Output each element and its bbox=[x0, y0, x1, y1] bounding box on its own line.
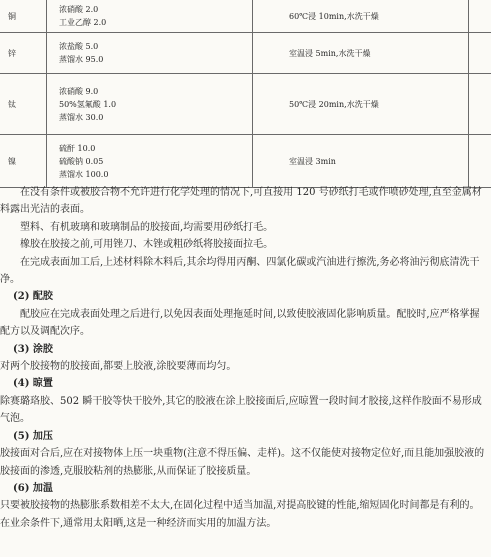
table-row bbox=[0, 74, 491, 135]
solution-line: 浓硝酸 9.0 bbox=[59, 86, 99, 96]
paragraph: 只要被胶接物的热膨胀系数相差不太大,在固化过程中适当加温,对提高胶键的性能,缩短固化时间都是有利的。在业余条件下,通常用太阳晒,这是一种经济而实用的加温方法。 bbox=[0, 500, 480, 529]
empty-cell bbox=[469, 33, 491, 74]
table-row bbox=[0, 0, 491, 33]
process-cell: 60℃浸 10min,水洗干燥 bbox=[253, 0, 469, 33]
solution-line: 硫酐 10.0 bbox=[59, 143, 96, 153]
solution-line: 硫酸钠 0.05 bbox=[59, 156, 104, 166]
paragraph: 在没有条件或被胶合物不允许进行化学处理的情况下,可直接用 120 号砂纸打毛或作喷砂处理,直至金属材料露出光洁的表面。 bbox=[0, 187, 482, 216]
process-cell: 室温浸 5min,水洗干燥 bbox=[253, 33, 469, 74]
paragraph: 胶接面对合后,应在对接物体上压一块重物(注意不得压偏、走样)。这不仅能使对接物定位好,而且能加强胶液的胶接面的渗透,克服胶粘剂的热膨胀,从而保证了胶接质量。 bbox=[0, 448, 485, 477]
solution-line: 工业乙醇 2.0 bbox=[59, 18, 107, 27]
metal-cell: 镍 bbox=[0, 135, 47, 188]
solution-line: 浓盐酸 5.0 bbox=[59, 42, 99, 51]
surface-treatment-table bbox=[0, 0, 491, 188]
metal-cell: 铜 bbox=[0, 0, 47, 33]
metal-cell: 钛 bbox=[0, 74, 47, 135]
paragraph: 除赛璐珞胶、502 瞬干胶等快干胶外,其它的胶液在涂上胶接面后,应晾置一段时间才胶接,这样作胶面不易形成气泡。 bbox=[0, 395, 482, 425]
solution-line: 50%氢氟酸 1.0 bbox=[59, 99, 117, 109]
empty-cell bbox=[469, 135, 491, 188]
section-heading: (2) 配胶 bbox=[13, 291, 53, 303]
paragraph: 塑料、有机玻璃和玻璃制品的胶接面,均需要用砂纸打毛。 bbox=[20, 221, 274, 233]
empty-cell bbox=[469, 0, 491, 33]
section-heading: (4) 晾置 bbox=[13, 378, 53, 390]
empty-cell bbox=[469, 74, 491, 135]
solution-line: 蒸馏水 100.0 bbox=[59, 169, 109, 179]
process-cell: 50℃浸 20min,水洗干燥 bbox=[253, 74, 469, 135]
body-text bbox=[0, 184, 488, 532]
solution-line: 蒸馏水 95.0 bbox=[59, 55, 104, 64]
section-heading: (5) 加压 bbox=[13, 430, 53, 442]
solution-cell bbox=[47, 135, 253, 188]
solution-cell bbox=[47, 74, 253, 135]
section-heading: (6) 加温 bbox=[13, 482, 53, 494]
paragraph: 配胶应在完成表面处理之后进行,以免因表面处理拖延时间,以致使胶液固化影响质量。配胶时,应严格掌握配方以及调配次序。 bbox=[0, 308, 480, 338]
process-cell: 室温浸 3min bbox=[253, 135, 469, 188]
paragraph: 对两个胶接物的胶接面,都要上胶液,涂胶要薄而均匀。 bbox=[0, 361, 237, 373]
table-row bbox=[0, 33, 491, 74]
table-row bbox=[0, 135, 491, 188]
solution-cell bbox=[47, 0, 253, 33]
section-heading: (3) 涂胶 bbox=[13, 343, 53, 355]
metal-cell: 锌 bbox=[0, 33, 47, 74]
solution-line: 浓硝酸 2.0 bbox=[59, 5, 99, 14]
paragraph: 橡胶在胶接之前,可用锉刀、木锉或粗砂纸将胶接面拉毛。 bbox=[20, 239, 274, 251]
paragraph: 在完成表面加工后,上述材料除木料后,其余均得用丙酮、四氯化碳或汽油进行擦洗,务必将油污彻底清洗干净。 bbox=[0, 256, 480, 286]
solution-line: 蒸馏水 30.0 bbox=[59, 112, 104, 122]
solution-cell bbox=[47, 33, 253, 74]
